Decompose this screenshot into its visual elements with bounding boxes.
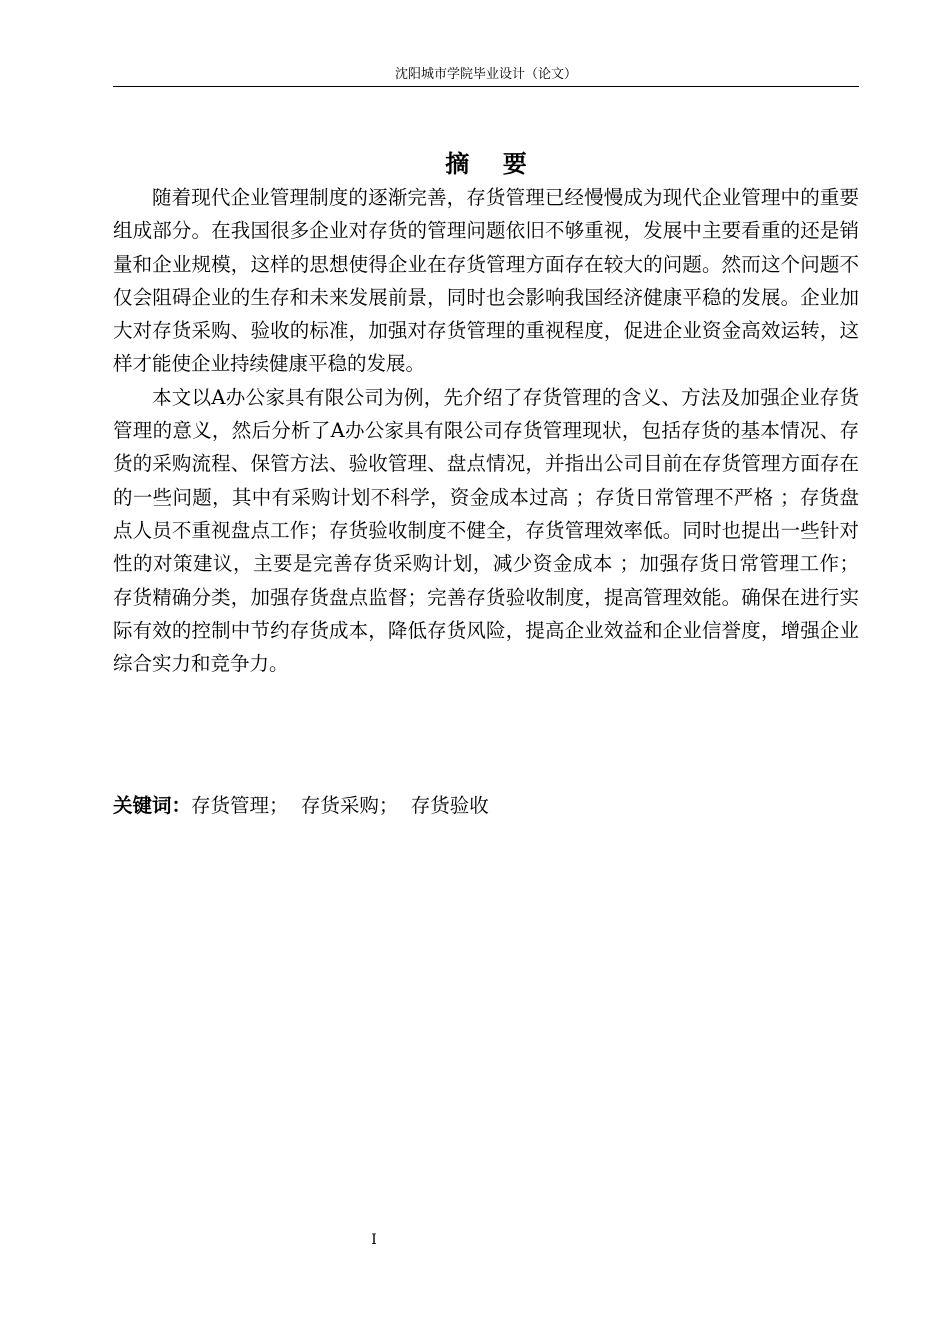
abstract-body xyxy=(113,181,859,680)
page-number: I xyxy=(371,1232,377,1248)
page-header xyxy=(113,64,859,87)
keywords-label: 关键词： xyxy=(113,794,192,817)
header-title: 沈阳城市学院毕业设计（论文） xyxy=(394,67,577,82)
abstract-paragraph-2: 本文以A办公家具有限公司为例，先介绍了存货管理的含义、方法及加强企业存货管理的意义，然后分析了A办公家具有限公司存货管理现状，包括存货的基本情况、存货的采购流程、保管方法、验收管理、盘点情况，并指出公司目前在存货管理方面存在的一些问题，其中有采购计划不科学，资金成本过高 ；存货日常管理不严格 ；存货盘点人员不重视盘点工作；存货验收制度不健全，存货管理效率低。同时也提出一些针对性的对策建议，主要是完善存货采购计划，减少资金成本 ；加强存货日常管理工作；存货精确分类，加强存货盘点监督；完善存货验收制度，提高管理效能。确保在进行实际有效的控制中节约存货成本，降低存货风险，提高企业效益和企业信誉度，增强企业综合实力和竞争力。 xyxy=(113,385,859,676)
keywords-line xyxy=(113,789,859,822)
abstract-paragraph-1: 随着现代企业管理制度的逐渐完善，存货管理已经慢慢成为现代企业管理中的重要组成部分。在我国很多企业对存货的管理问题依旧不够重视，发展中主要看重的还是销量和企业规模，这样的思想使得企业在存货管理方面存在较大的问题。然而这个问题不仅会阻碍企业的生存和未来发展前景，同时也会影响我国经济健康平稳的发展。企业加大对存货采购、验收的标准，加强对存货管理的重视程度，促进企业资金高效运转，这样才能使企业持续健康平稳的发展。 xyxy=(113,186,859,376)
abstract-title: 摘 要 xyxy=(445,150,527,178)
keywords-list: 存货管理； 存货采购； 存货验收 xyxy=(191,794,489,817)
